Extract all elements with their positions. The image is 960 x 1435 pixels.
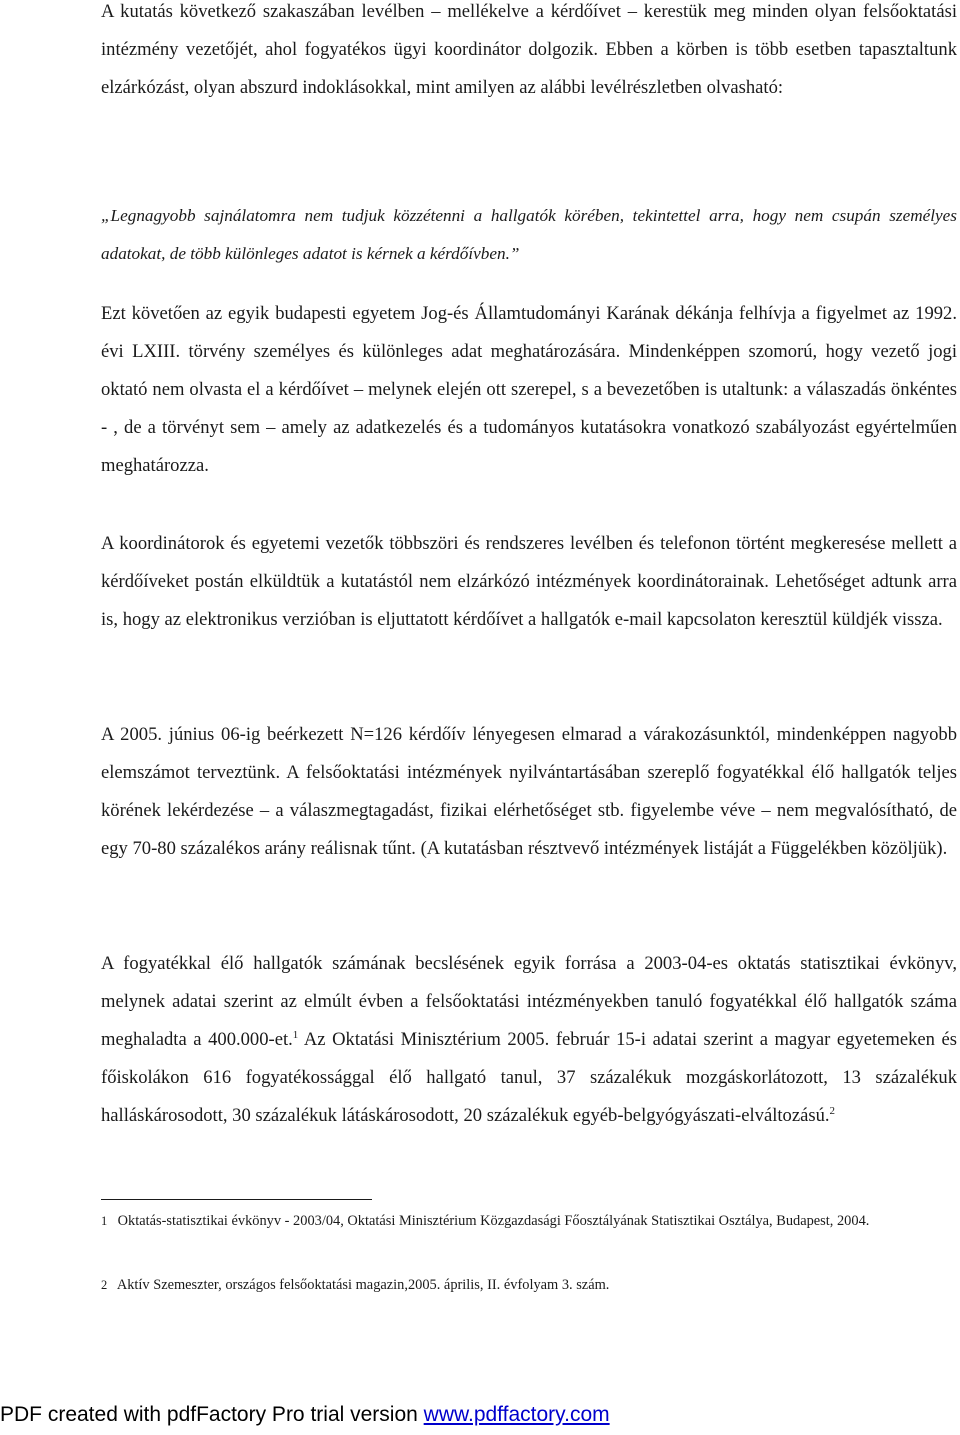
quoted-letter-excerpt: „Legnagyobb sajnálatomra nem tudjuk közzétenni a hallgatók körében, tekintettel arra, hogy nem csupán személyes adatokat, de több különleges adatot is kérnek a kérdőívben.” bbox=[101, 206, 957, 264]
footnote-2 bbox=[101, 1273, 957, 1297]
footnote-divider bbox=[101, 1199, 372, 1200]
pdf-trial-footer bbox=[0, 1403, 610, 1427]
footnote-number: 1 bbox=[101, 1214, 108, 1228]
footnote-ref-1[interactable]: 1 bbox=[292, 1028, 299, 1041]
footnote-text: Aktív Szemeszter, országos felsőoktatási magazin,2005. április, II. évfolyam 3. szám. bbox=[116, 1277, 610, 1293]
paragraph-population-text-b: Az Oktatási Minisztérium 2005. február 15-i adatai szerint a magyar egyetemeken és főiskolákon 616 fogyatékossággal élő hallgató tanul, 37 százalékuk mozgáskorlátozott, 13 százalékuk halláskárosodott, 30 százalékuk látáskárosodott, 20 százalékuk egyéb-belgyógyászati-elváltozású. bbox=[101, 1029, 957, 1126]
paragraph-dean-response: Ezt követően az egyik budapesti egyetem Jog-és Államtudományi Karának dékánja felhívja a figyelmet az 1992. évi LXIII. törvény személyes és különleges adat meghatározására. Mindenképpen szomorú, hogy vezető jogi oktató nem olvasta el a kérdőívet – melynek elején ott szerepel, s a bevezetőben is utaltunk: a válaszadás önkéntes - , de a törvényt sem – amely az adatkezelés és a tudományos kutatásokra vonatkozó szabályozást egyértelműen meghatározza. bbox=[101, 303, 957, 476]
paragraph-population-text-a: A fogyatékkal élő hallgatók számának becslésének egyik forrása a 2003-04-es oktatás statisztikai évkönyv, melynek adatai szerint az elmúlt évben a felsőoktatási intézményekben tanuló fogyatékkal élő hallgatók száma meghaladta a 400.000-et. bbox=[101, 953, 957, 1050]
footnote-number: 2 bbox=[101, 1278, 108, 1292]
paragraph-intro: A kutatás következő szakaszában levélben – mellékelve a kérdőívet – kerestük meg minden olyan felsőoktatási intézmény vezetőjét, ahol fogyatékos ügyi koordinátor dolgozik. Ebben a körben is több esetben tapasztaltunk elzárkózást, olyan abszurd indoklásokkal, mint amilyen az alábbi levélrészletben olvasható: bbox=[101, 1, 957, 98]
paragraph-sample-size: A 2005. június 06-ig beérkezett N=126 kérdőív lényegesen elmarad a várakozásunktól, mindenképpen nagyobb elemszámot terveztünk. A felsőoktatási intézmények nyilvántartásában szereplő fogyatékkal élő hallgatók teljes körének lekérdezése – a válaszmegtagadást, fizikai elérhetőséget stb. figyelembe véve – nem megvalósítható, de egy 70-80 százalékos arány reálisnak tűnt. (A kutatásban résztvevő intézmények listáját a Függelékben közöljük). bbox=[101, 724, 957, 859]
pdffactory-link[interactable]: www.pdffactory.com bbox=[423, 1403, 610, 1426]
footnote-ref-2[interactable]: 2 bbox=[829, 1104, 836, 1117]
footer-text: PDF created with pdfFactory Pro trial version bbox=[0, 1403, 424, 1426]
paragraph-population-estimate bbox=[101, 945, 957, 1135]
paragraph-coordinators: A koordinátorok és egyetemi vezetők többszöri és rendszeres levélben és telefonon történt megkeresése mellett a kérdőíveket postán elküldtük a kutatástól nem elzárkózó intézmények koordinátorainak. Lehetőséget adtunk arra is, hogy az elektronikus verzióban is eljuttatott kérdőívet a hallgatók e-mail kapcsolaton keresztül küldjék vissza. bbox=[101, 533, 957, 630]
footnote-text: Oktatás-statisztikai évkönyv - 2003/04, Oktatási Minisztérium Közgazdasági Főosztályának Statisztikai Osztálya, Budapest, 2004. bbox=[117, 1213, 870, 1229]
footnote-1 bbox=[101, 1209, 957, 1233]
